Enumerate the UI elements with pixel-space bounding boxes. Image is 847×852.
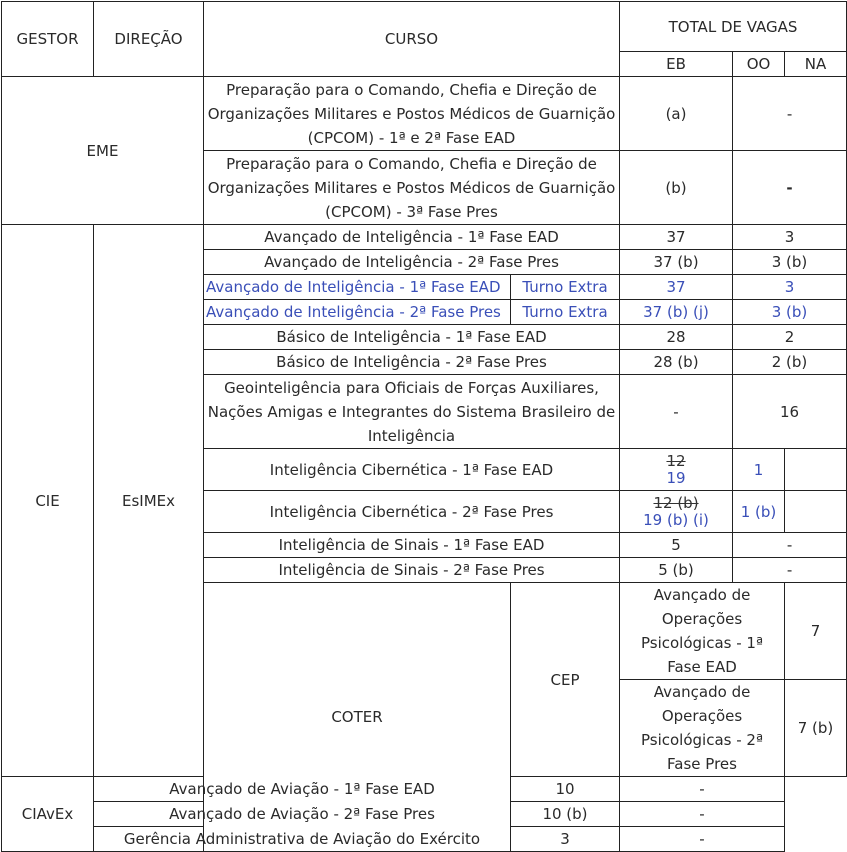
eb-cell: 37 (b) (j)	[620, 300, 733, 325]
eb-cell: 7	[785, 583, 847, 680]
eb-cell: 10	[511, 777, 620, 802]
header-eb: EB	[620, 52, 733, 77]
oo-na-cell: 3	[733, 275, 847, 300]
table-row	[2, 827, 847, 852]
eb-cell: 3	[511, 827, 620, 852]
direcao-esimex: EsIMEx	[94, 225, 204, 777]
curso-cell: Preparação para o Comando, Chefia e Direção de Organizações Militares e Postos Médicos de Guarnição (CPCOM) - 3ª Fase Pres	[204, 151, 620, 225]
curso-cell: Inteligência Cibernética - 1ª Fase EAD	[204, 449, 620, 491]
oo-cell: 1	[733, 449, 785, 491]
curso-cell: Avançado de Aviação - 2ª Fase Pres	[94, 802, 511, 827]
oo-na-cell: -	[620, 777, 785, 802]
direcao-ciavex: CIAvEx	[2, 777, 94, 852]
curso-cell: Preparação para o Comando, Chefia e Direção de Organizações Militares e Postos Médicos de Guarnição (CPCOM) - 1ª e 2ª Fase EAD	[204, 77, 620, 151]
na-cell	[785, 491, 847, 533]
eb-cell	[620, 491, 733, 533]
curso-cell: Inteligência Cibernética - 2ª Fase Pres	[204, 491, 620, 533]
curso-cell: Avançado de Inteligência - 2ª Fase Pres	[204, 250, 620, 275]
curso-cell: Inteligência de Sinais - 1ª Fase EAD	[204, 533, 620, 558]
eb-cell: 5 (b)	[620, 558, 733, 583]
eb-old-value: 12	[666, 451, 686, 470]
eb-new-value: 19 (b) (i)	[643, 510, 709, 529]
oo-cell: 1 (b)	[733, 491, 785, 533]
eb-cell: 37	[620, 275, 733, 300]
curso-cell: Avançado de Aviação - 1ª Fase EAD	[94, 777, 511, 802]
header-curso: CURSO	[204, 2, 620, 77]
oo-na-cell: 3 (b)	[733, 250, 847, 275]
turno-extra-cell: Turno Extra	[511, 300, 620, 325]
oo-na-cell: -	[733, 151, 847, 225]
direcao-cep: CEP	[511, 583, 620, 777]
curso-cell: Inteligência de Sinais - 2ª Fase Pres	[204, 558, 620, 583]
curso-cell: Geointeligência para Oficiais de Forças Auxiliares, Nações Amigas e Integrantes do Sistema Brasileiro de Inteligência	[204, 375, 620, 449]
curso-cell: Avançado de Inteligência - 1ª Fase EAD	[204, 275, 511, 300]
eb-cell: 7 (b)	[785, 680, 847, 777]
header-oo: OO	[733, 52, 785, 77]
gestor-cie: CIE	[2, 225, 94, 777]
eb-cell: 37 (b)	[620, 250, 733, 275]
curso-cell: Básico de Inteligência - 1ª Fase EAD	[204, 325, 620, 350]
table-row	[2, 225, 847, 250]
eb-cell: (b)	[620, 151, 733, 225]
oo-na-cell: -	[620, 802, 785, 827]
eb-cell	[620, 449, 733, 491]
table-row	[2, 802, 847, 827]
eb-cell: 37	[620, 225, 733, 250]
gestor-eme: EME	[2, 77, 204, 225]
oo-na-cell: 3 (b)	[733, 300, 847, 325]
eb-cell: 28	[620, 325, 733, 350]
eb-cell: 10 (b)	[511, 802, 620, 827]
eb-cell: 5	[620, 533, 733, 558]
na-cell	[785, 449, 847, 491]
vagas-table	[1, 1, 847, 852]
oo-na-cell: -	[733, 558, 847, 583]
eb-cell: -	[620, 375, 733, 449]
turno-extra-cell: Turno Extra	[511, 275, 620, 300]
curso-cell: Gerência Administrativa de Aviação do Exército	[94, 827, 511, 852]
oo-na-cell: 3	[733, 225, 847, 250]
table-row	[2, 777, 847, 802]
table-row	[2, 77, 847, 151]
curso-cell: Básico de Inteligência - 2ª Fase Pres	[204, 350, 620, 375]
oo-na-cell: 16	[733, 375, 847, 449]
curso-cell: Avançado de Operações Psicológicas - 1ª Fase EAD	[620, 583, 785, 680]
header-total-vagas: TOTAL DE VAGAS	[620, 2, 847, 52]
oo-na-cell: 2 (b)	[733, 350, 847, 375]
eb-new-value: 19	[666, 468, 686, 487]
gestor-coter: COTER	[204, 583, 511, 852]
oo-na-cell: -	[733, 77, 847, 151]
oo-na-cell: 2	[733, 325, 847, 350]
oo-na-cell: -	[733, 533, 847, 558]
curso-cell: Avançado de Inteligência - 1ª Fase EAD	[204, 225, 620, 250]
header-gestor: GESTOR	[2, 2, 94, 77]
eb-cell: 28 (b)	[620, 350, 733, 375]
eb-cell: (a)	[620, 77, 733, 151]
oo-na-cell: -	[620, 827, 785, 852]
header-direcao: DIREÇÃO	[94, 2, 204, 77]
header-na: NA	[785, 52, 847, 77]
eb-old-value: 12 (b)	[653, 493, 699, 512]
curso-cell: Avançado de Inteligência - 2ª Fase Pres	[204, 300, 511, 325]
curso-cell: Avançado de Operações Psicológicas - 2ª Fase Pres	[620, 680, 785, 777]
